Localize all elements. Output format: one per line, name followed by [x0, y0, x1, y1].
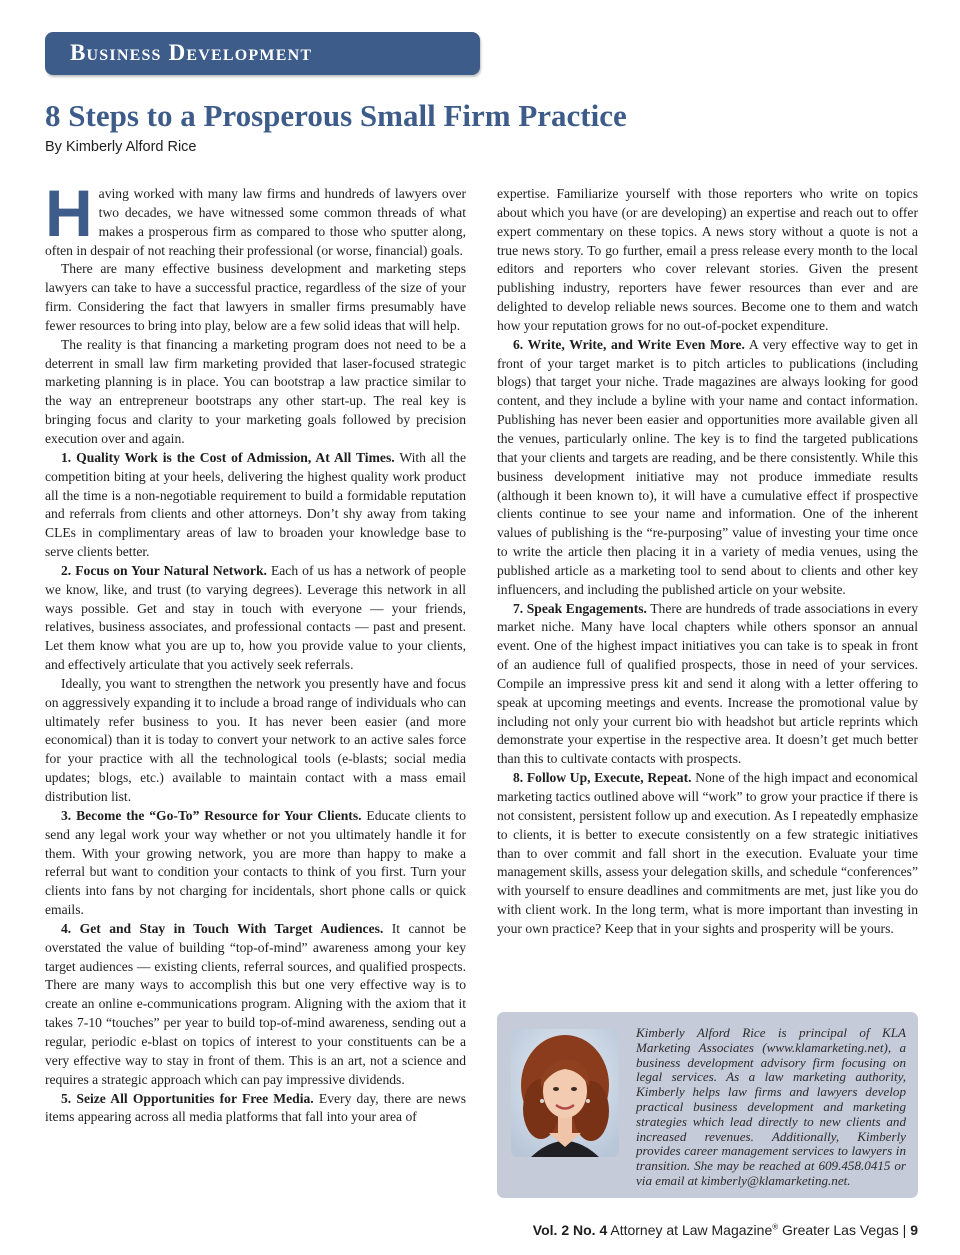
- section-banner: [45, 32, 480, 75]
- paragraph: The reality is that financing a marketing program does not need to be a deterrent in small law firm marketing provided that laser-focused strategic marketing planning is in place. You can bootstrap a law practice similar to the way an entrepreneur bootstraps any other start-up. The real key is bringing focus and clarity to your marketing goals followed by precision execution over and again.: [45, 336, 466, 446]
- article-column-right: [497, 185, 918, 939]
- registered-mark: ®: [772, 1222, 779, 1232]
- step-7-heading: 7. Speak Engagements.: [513, 600, 647, 616]
- step-5-paragraph: 5. Seize All Opportunities for Free Media. Every day, there are news items appearing across all media platforms that fall into your area of: [45, 1090, 467, 1125]
- step-4-paragraph: 4. Get and Stay in Touch With Target Audiences. It cannot be overstated the value of building “top-of-mind” awareness among your key target audiences — existing clients, referral sources, and qualified prospects. There are many ways to accomplish this but one very effective way is to create an online e-communications program. Aligning with the axiom that it takes 7-10 “touches” per year to build top-of-mind awareness, sending out a regular, periodic e-blast on topics of interest to your constituents can be a very effective way to stay in front of them. This is an art, not a science and requires a strategic approach which can pay impressive dividends.: [45, 920, 466, 1087]
- volume-label: Vol. 2: [532, 1222, 570, 1238]
- author-bio-text: Kimberly Alford Rice is principal of KLA Marketing Associates (www.klamarketing.net), a business development advisory firm focusing on legal services. As a law marketing authority, Kimberly helps law firms and lawyers develop practical business development and marketing strategies which lead directly to new clients and increased revenues. Additionally, Kimberly provides career management services to lawyers in transition. She may be reached at 609.458.0415 or via email at kimberly@klamarketing.net.: [636, 1025, 906, 1188]
- section-label: Business Development: [70, 40, 313, 65]
- drop-cap: H: [45, 176, 93, 250]
- magazine-name: Attorney at Law Magazine: [610, 1222, 773, 1238]
- issue-label: No. 4: [573, 1222, 608, 1238]
- paragraph: Ideally, you want to strengthen the network you presently have and focus on aggressively expanding it to include a broad range of individuals who can ultimately refer business to you. It has never been easier (and more economical) than it is today to convert your network to an active sales force for your practice with all the technological tools (e-blasts; social media updates; blogs, etc.) available to maintain contact with a mass email distribution list.: [45, 675, 466, 804]
- paragraph: There are many effective business development and marketing steps lawyers can take to have a successful practice, regardless of the size of your firm. Considering the fact that lawyers in smaller firms presumably have fewer resources to bring into play, below are a few solid ideas that will help.: [45, 261, 466, 333]
- step-8-paragraph: 8. Follow Up, Execute, Repeat. None of the high impact and economical marketing tactics outlined above will “work” to grow your practice if there is not consistent, persistent follow up and execution. As I repeatedly emphasize to clients, it is better to execute consistently on a few strategic initiatives than to over commit and fall short in the execution. Evaluate your time management skills, assess your delegation skills, and schedule “conferences” with yourself to ensure deadlines and commitments are met, just like you do with client work. In the long term, what is more important than investing in your own practice? Keep that in your sights and prosperity will be yours.: [497, 770, 919, 936]
- step-3-paragraph: 3. Become the “Go-To” Resource for Your Clients. Educate clients to send any legal work your way whether or not you ultimately handle it for them. With your growing network, you are more than happy to make a referral but want to condition your contacts to think of you first. Turn your clients into fans by not charging for incidentals, short phone calls or quick emails.: [45, 807, 467, 918]
- page-number: 9: [910, 1222, 918, 1238]
- intro-paragraph: Having worked with many law firms and hundreds of lawyers over two decades, we have witnessed some common threads of what makes a prosperous firm as compared to those who sputter along, often in despair of not reaching their professional (or worse, financial) goals.: [45, 176, 466, 258]
- author-bio-box: [497, 1012, 918, 1198]
- step-3-heading: 3. Become the “Go-To” Resource for Your Clients.: [61, 807, 362, 823]
- byline: By Kimberly Alford Rice: [45, 139, 197, 155]
- footer-separator: |: [902, 1222, 907, 1238]
- step-2-paragraph: 2. Focus on Your Natural Network. Each of us has a network of people we know, like, and trust (to varying degrees). Leverage this network in all ways possible. Get and stay in touch with everyone — your friends, relatives, business associates, and professional contacts — past and present. Let them know what you are up to, how you provide value to your clients, and effectively articulate that you actively seek referrals.: [45, 562, 466, 673]
- step-8-heading: 8. Follow Up, Execute, Repeat.: [513, 770, 692, 786]
- step-1-paragraph: 1. Quality Work is the Cost of Admission, At All Times. With all the competition biting at your heels, delivering the highest quality work product all the time is a non-negotiable requirement to build a formidable reputation and referrals from clients and other attorneys. Don’t shy away from taking CLEs in complimentary areas of law to broaden your knowledge base to serve clients better.: [45, 449, 467, 560]
- step-2-heading: 2. Focus on Your Natural Network.: [61, 562, 267, 578]
- step-5-continued: expertise. Familiarize yourself with those reporters who write on topics about which you have (or are developing) an expertise and reach out to offer expert commentary on these topics. A news story without a quote is not a true news story. To go further, email a press release every month to the local editors and reporters who cover relevant stories. Given the present publishing industry, reporters have fewer resources than ever and are delighted to develop reliable news sources. Become one to them and watch how your reputation grows for no out-of-pocket expenditure.: [497, 186, 918, 333]
- page-footer: [533, 1222, 918, 1238]
- step-5-heading: 5. Seize All Opportunities for Free Media.: [61, 1090, 314, 1106]
- step-7-paragraph: 7. Speak Engagements. There are hundreds of trade associations in every market niche. Many have local chapters while others sponsor an annual event. One of the highest impact initiatives you can take is to speak in front of an audience full of qualified prospects, those in need of your services. Compile an impressive press kit and send it along with a letter offering to speak at upcoming meetings and events. Increase the promotional value by including not only your current bio with headshot but article reprints which demonstrate your expertise in the respective area. It doesn’t get much better than this to cultivate contacts with prospects.: [497, 600, 919, 767]
- article-column-left: [45, 176, 467, 1127]
- step-1-heading: 1. Quality Work is the Cost of Admission, At All Times.: [61, 449, 395, 465]
- article-title: 8 Steps to a Prosperous Small Firm Practice: [45, 98, 627, 133]
- step-6-paragraph: 6. Write, Write, and Write Even More. A very effective way to get in front of your target market is to pitch articles to publications (including blogs) that target your niche. Trade magazines are always looking for good content, and they include a byline with your name and contact information. Publishing has never been easier and opportunities more available given all the venues, particularly online. The key is to find the targeted publications that your clients and targets are reading, and be there consistently. While this business development initiative may not produce immediate results (although it been known to), it will have a cumulative effect if prospective clients continue to see your name and information. One of the inherent values of publishing is the “re-purposing” value of investing your time once to write the article then placing it in a variety of media venues, using the published article as a marketing tool to send about to clients and other key influencers, and including the published article on your website.: [497, 336, 918, 597]
- step-4-heading: 4. Get and Stay in Touch With Target Audiences.: [61, 920, 384, 936]
- edition-name: Greater Las Vegas: [782, 1222, 899, 1238]
- step-6-heading: 6. Write, Write, and Write Even More.: [513, 336, 745, 352]
